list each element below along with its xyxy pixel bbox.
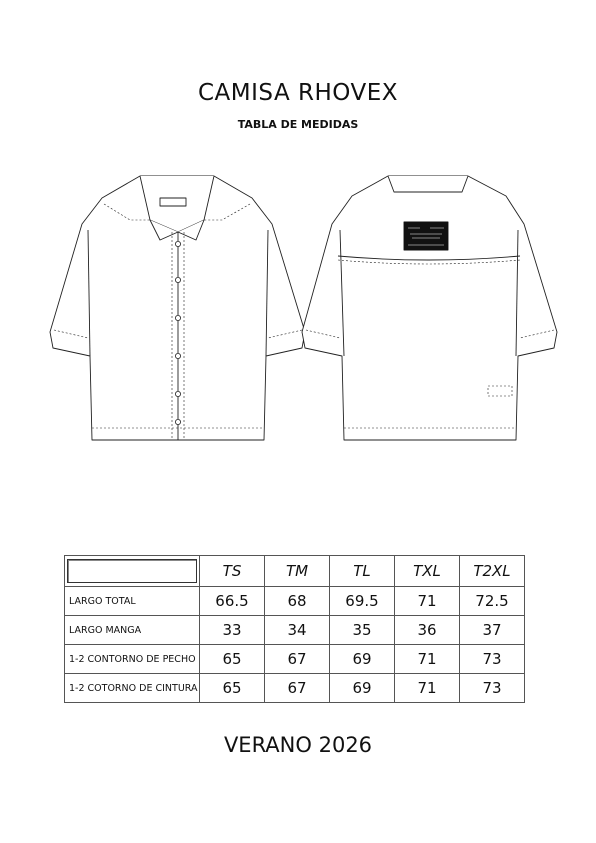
- table-row: [65, 674, 525, 703]
- table-cell: 71: [395, 674, 460, 703]
- table-cell: 66.5: [200, 587, 265, 616]
- table-cell: 35: [330, 616, 395, 645]
- row-label: 1-2 CONTORNO DE PECHO: [65, 645, 200, 674]
- table-cell: 65: [200, 645, 265, 674]
- shirt-back-sketch: [302, 176, 557, 440]
- table-cell: 33: [200, 616, 265, 645]
- table-cell: 34: [265, 616, 330, 645]
- table-cell: 71: [395, 587, 460, 616]
- table-row: [65, 587, 525, 616]
- table-cell: 36: [395, 616, 460, 645]
- column-header-ts: TS: [200, 556, 265, 587]
- table-cell: 68: [265, 587, 330, 616]
- column-header-t2xl: T2XL: [460, 556, 525, 587]
- shirt-front-sketch: [50, 176, 305, 440]
- page-subtitle: TABLA DE MEDIDAS: [237, 118, 359, 131]
- table-cell: 67: [265, 674, 330, 703]
- table-cell: 73: [460, 645, 525, 674]
- table-cell: 72.5: [460, 587, 525, 616]
- table-cell: 69.5: [330, 587, 395, 616]
- table-row: [65, 645, 525, 674]
- row-label: 1-2 COTORNO DE CINTURA: [65, 674, 200, 703]
- table-cell: 69: [330, 645, 395, 674]
- table-corner-cell: [65, 556, 200, 587]
- table-cell: 71: [395, 645, 460, 674]
- table-cell: 69: [330, 674, 395, 703]
- shirt-sketches: [0, 160, 596, 460]
- season-footer: VERANO 2026: [223, 733, 373, 757]
- table-cell: 37: [460, 616, 525, 645]
- brand-label-patch: [404, 222, 448, 250]
- row-label: LARGO TOTAL: [65, 587, 200, 616]
- size-chart-table: [64, 555, 525, 703]
- table-cell: 73: [460, 674, 525, 703]
- table-cell: 65: [200, 674, 265, 703]
- column-header-tm: TM: [265, 556, 330, 587]
- column-header-tl: TL: [330, 556, 395, 587]
- table-row: [65, 616, 525, 645]
- page-title: CAMISA RHOVEX: [198, 80, 398, 106]
- table-cell: 67: [265, 645, 330, 674]
- table-header-row: [65, 556, 525, 587]
- column-header-txl: TXL: [395, 556, 460, 587]
- row-label: LARGO MANGA: [65, 616, 200, 645]
